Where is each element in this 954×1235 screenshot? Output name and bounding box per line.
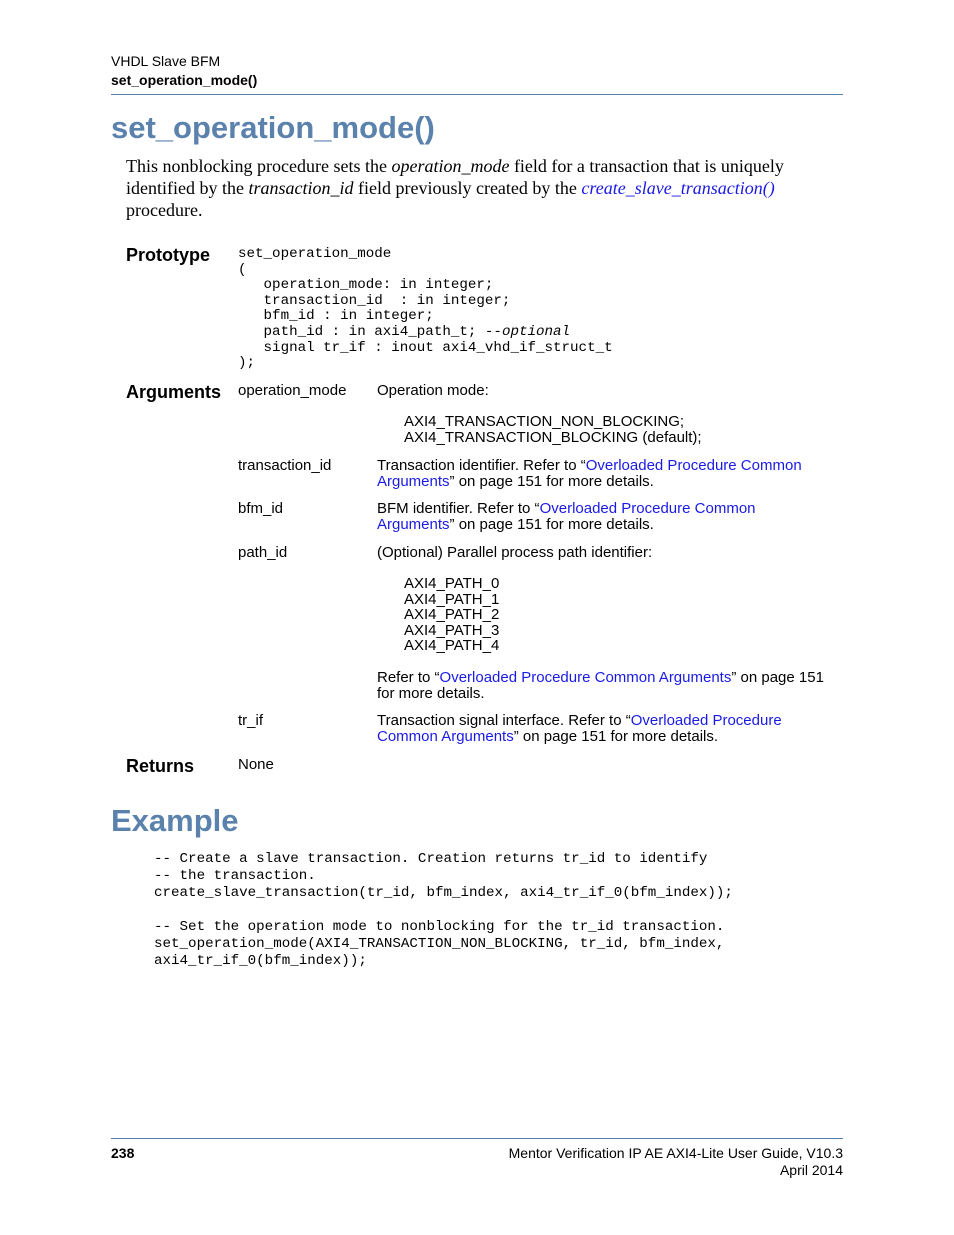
desc-text: ” on page 151 for more details. xyxy=(377,669,824,702)
prototype-line: operation_mode: in integer; xyxy=(238,277,494,294)
prototype-line: signal tr_if : inout axi4_vhd_if_struct_t xyxy=(238,339,613,356)
prototype-code xyxy=(238,247,613,372)
path-id-values xyxy=(404,576,499,654)
example-code: -- Create a slave transaction. Creation returns tr_id to identify -- the transaction. create_slave_transaction(tr_id, bfm_index, axi4_tr_if_0(bfm_index)); -- Set the operation mode to nonblocking for the tr_id transaction. set_operation_mode(AXI4_TRANSACTION_NON_BLOCKING, tr_id, bfm_index, axi4_tr_if_0(bfm_index)); xyxy=(154,851,733,969)
prototype-line: transaction_id : in integer; xyxy=(238,292,511,309)
desc-text: ” on page 151 for more details. xyxy=(449,516,654,533)
footer-date: April 2014 xyxy=(779,1162,843,1178)
path-id-value: AXI4_PATH_3 xyxy=(404,621,500,639)
create-slave-transaction-link[interactable]: create_slave_transaction() xyxy=(581,178,775,198)
path-id-refer xyxy=(377,670,843,702)
overloaded-args-link[interactable]: Overloaded Procedure Common Arguments xyxy=(377,500,756,533)
desc-text: ” on page 151 for more details. xyxy=(513,728,719,745)
desc-text: Refer to “ xyxy=(377,669,440,686)
returns-label: Returns xyxy=(126,756,195,776)
intro-paragraph xyxy=(126,155,826,221)
intro-text-3: field previously created by the xyxy=(353,178,582,198)
operation-mode-values xyxy=(404,414,702,446)
running-header-section: VHDL Slave BFM xyxy=(111,53,221,69)
prototype-line-path xyxy=(238,325,613,341)
intro-text-1: This nonblocking procedure sets the xyxy=(126,156,392,176)
path-id-value: AXI4_PATH_1 xyxy=(404,590,500,608)
argument-desc-bfm-id xyxy=(377,501,777,533)
operation-mode-value: AXI4_TRANSACTION_NON_BLOCKING; xyxy=(404,413,685,430)
argument-desc-path-id: (Optional) Parallel process path identifier: xyxy=(377,544,653,561)
prototype-line: ( xyxy=(238,261,247,278)
argument-name-path-id: path_id xyxy=(238,544,288,561)
footer-rule xyxy=(111,1138,843,1139)
overloaded-args-link[interactable]: Overloaded Procedure Common Arguments xyxy=(377,712,782,745)
prototype-line: bfm_id : in integer; xyxy=(238,308,434,325)
arguments-label: Arguments xyxy=(126,382,222,402)
prototype-label: Prototype xyxy=(126,245,211,265)
path-id-value: AXI4_PATH_0 xyxy=(404,575,500,592)
operation-mode-value: AXI4_TRANSACTION_BLOCKING (default); xyxy=(404,429,702,446)
page-number: 238 xyxy=(111,1145,135,1161)
optional-comment: optional xyxy=(501,323,571,340)
running-header-topic: set_operation_mode() xyxy=(111,72,258,88)
intro-emphasis-transaction-id: transaction_id xyxy=(248,178,354,198)
argument-name-tr-if: tr_if xyxy=(238,712,264,729)
header-rule xyxy=(111,94,843,95)
path-id-value: AXI4_PATH_2 xyxy=(404,606,500,624)
argument-desc-transaction-id xyxy=(377,458,847,490)
page-title: set_operation_mode() xyxy=(111,110,435,145)
argument-name-bfm-id: bfm_id xyxy=(238,500,284,517)
overloaded-args-link[interactable]: Overloaded Procedure Common Arguments xyxy=(377,457,802,490)
prototype-line: set_operation_mode xyxy=(238,246,392,262)
desc-text: Transaction signal interface. Refer to “ xyxy=(377,712,631,729)
intro-text-4: procedure. xyxy=(126,200,203,220)
desc-text: BFM identifier. Refer to “ xyxy=(377,500,540,517)
argument-desc-tr-if xyxy=(377,713,807,745)
argument-name-transaction-id: transaction_id xyxy=(238,457,332,474)
intro-text-2: field for a transaction that is uniquely identified by the xyxy=(126,156,784,198)
prototype-line: ); xyxy=(238,355,256,372)
returns-value: None xyxy=(238,756,274,773)
overloaded-args-link[interactable]: Overloaded Procedure Common Arguments xyxy=(439,669,732,686)
footer-guide-title: Mentor Verification IP AE AXI4-Lite User Guide, V10.3 xyxy=(508,1145,843,1161)
argument-desc-operation-mode: Operation mode: xyxy=(377,382,489,399)
argument-name-operation-mode: operation_mode xyxy=(238,382,347,399)
example-title: Example xyxy=(111,803,239,838)
path-id-value: AXI4_PATH_4 xyxy=(404,637,500,655)
prototype-line-path-text: path_id : in axi4_path_t; -- xyxy=(238,323,502,340)
desc-text: ” on page 151 for more details. xyxy=(449,473,654,490)
intro-emphasis-operation-mode: operation_mode xyxy=(391,156,510,176)
desc-text: Transaction identifier. Refer to “ xyxy=(377,457,586,474)
